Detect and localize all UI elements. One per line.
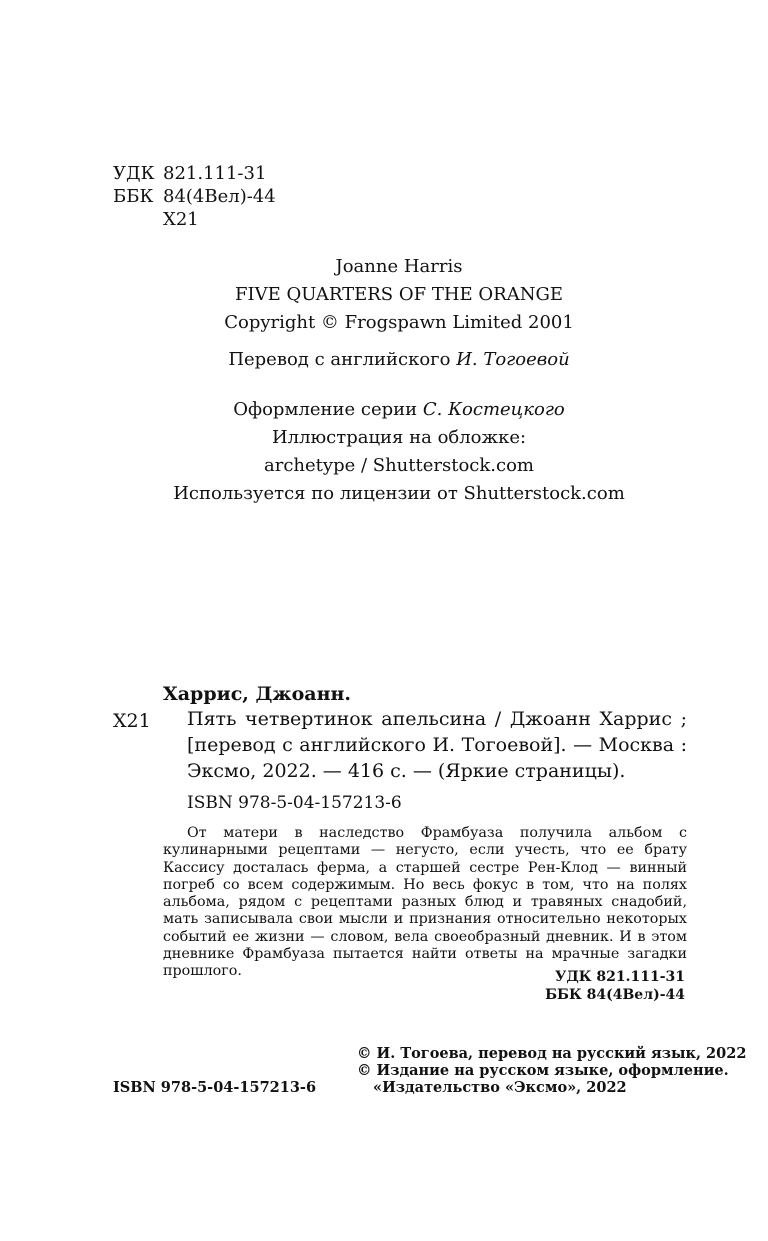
translator-name: И. Тогоевой [456, 349, 570, 370]
author-mark: Х21 [163, 209, 199, 230]
bbk-label: ББК [113, 186, 154, 207]
original-copyright: Copyright © Frogspawn Limited 2001 [224, 312, 574, 333]
cover-illustration-label: Иллюстрация на обложке: [271, 427, 527, 448]
udk-label: УДК [113, 163, 155, 184]
copyright-block [357, 1045, 746, 1096]
catalog-entry: Пять четвертинок апельсина / Джоанн Харрис ; [перевод с английского И. Тогоевой]. — Москва : Эксмо, 2022. — 416 с. — (Яркие страницы). [187, 708, 687, 782]
translation-prefix: Перевод с английского [228, 349, 451, 370]
footer-isbn: ISBN 978-5-04-157213-6 [113, 1079, 317, 1096]
catalog-udk: УДК 821.111-31 [554, 969, 685, 985]
license-notice: Используется по лицензии от Shutterstock.com [173, 483, 625, 504]
series-design-credit [0, 396, 768, 424]
copyright-publisher: «Издательство «Эксмо», 2022 [373, 1079, 627, 1096]
bbk-value: 84(4Вел)-44 [163, 186, 276, 207]
translation-credit [0, 346, 768, 374]
udk-value: 821.111-31 [163, 163, 267, 184]
copyright-translation: © И. Тогоева, перевод на русский язык, 2022 [357, 1045, 747, 1062]
catalog-author-mark: Х21 [113, 710, 151, 732]
copyright-edition: © Издание на русском языке, оформление. [357, 1062, 729, 1079]
original-author: Joanne Harris [335, 256, 463, 277]
series-designer-name: С. Костецкого [422, 399, 565, 420]
series-design-prefix: Оформление серии [233, 399, 418, 420]
catalog-isbn: ISBN 978-5-04-157213-6 [187, 793, 402, 813]
book-annotation: От матери в наследство Фрамбуаза получила альбом с кулинарными рецептами — негусто, если учесть, что ее брату Кассису досталась ферма, а старшей сестре Рен-Клод — винный погреб со всем содержимым. Но весь фокус в том, что на полях альбома, рядом с рецептами разных блюд и травяных снадобий, мать записывала свои мысли и признания относительно некоторых событий ее жизни — словом, вела своеобразный дневник. И в этом дневнике Фрамбуаза пытается найти ответы на мрачные загадки прошлого. [163, 825, 687, 980]
catalog-author-heading: Харрис, Джоанн. [163, 683, 352, 705]
catalog-bbk: ББК 84(4Вел)-44 [545, 987, 685, 1003]
original-title: FIVE QUARTERS OF THE ORANGE [235, 284, 563, 305]
cover-illustration-source: archetype / Shutterstock.com [264, 455, 534, 476]
